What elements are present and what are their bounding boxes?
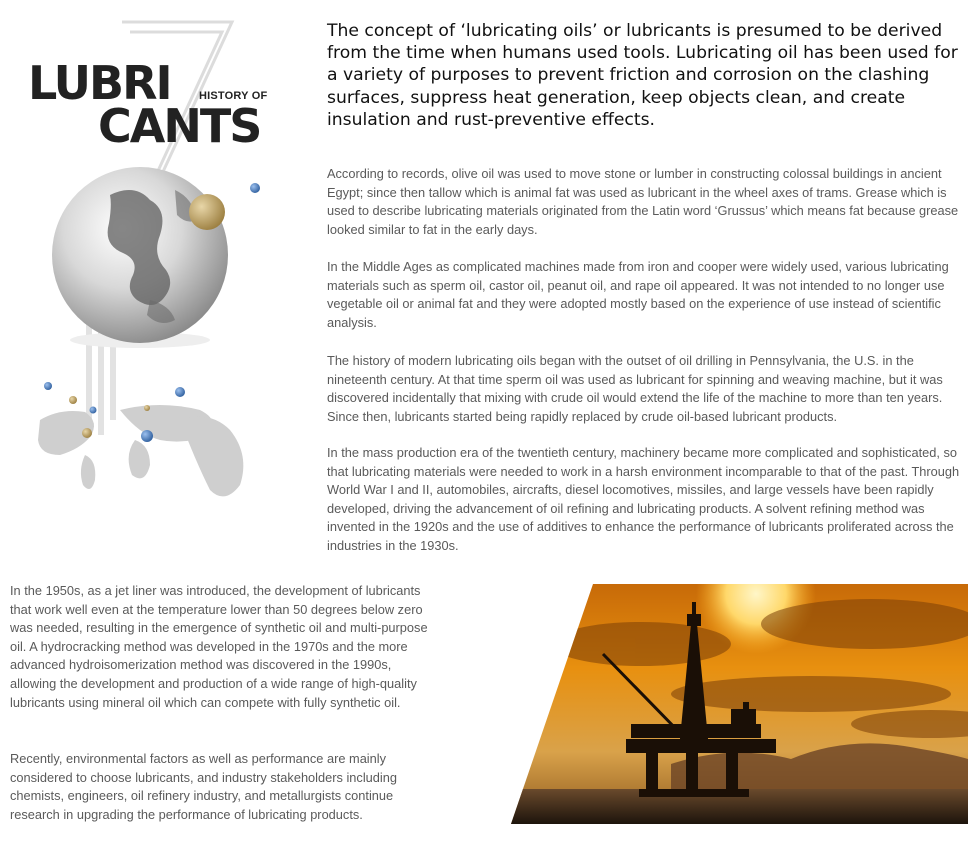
intro-text: The concept of ‘lubricating oils’ or lubricants is presumed to be derived from the time when humans used tools. Lubricating oil has been used for a variety of purposes to prevent friction and corrosion on the clashing surfaces, suppress heat generation, keep objects clean, and create insulation and rust-preventive effects. <box>327 21 958 130</box>
bottom-paragraph: Recently, environmental factors as well as performance are mainly considered to choose lubricants, and industry stakeholders including chemists, engineers, oil refinery industry, and metallurgists continue research in upgrading the performance of lubricating products. <box>10 751 397 822</box>
bottom-paragraph: In the 1950s, as a jet liner was introduced, the development of lubricants that work well even at the temperature lower than 50 degrees below zero was needed, resulting in the emergence of synthetic oil and multi-purpose oil. A hydrocracking method was developed in the 1970s and the more advanced hydroisomerization method was discovered in the 1990s, allowing the development and production of a wide range of high-quality lubricants using mineral oil which can compete with fully synthetic oil. <box>10 583 428 710</box>
gold-sphere <box>189 194 225 230</box>
logo-word-line2: CANTS <box>98 99 261 153</box>
globe-illustration <box>52 167 228 348</box>
body-paragraph: In the Middle Ages as complicated machines made from iron and cooper were widely used, various lubricating materials such as sperm oil, castor oil, peanut oil, and rape oil appeared. It was not intended to no longer use vegetable oil or animal fat and they were adopted mostly based on the experience of use instead of scientific analysis. <box>327 259 949 330</box>
body-paragraph: According to records, olive oil was used to move stone or lumber in constructing colossal buildings in ancient Egypt; since then tallow which is animal fat was used as lubricant in the wheel axes of trams. Grease which is used to describe lubricating materials originated from the Latin word ‘Grussus’ which means fat because grease looked similar to fat in the early days. <box>327 166 959 237</box>
body-paragraph: The history of modern lubricating oils began with the outset of oil drilling in Pennsylvania, the U.S. in the nineteenth century. At that time sperm oil was used as lubricant for spinning and weaving machine, but it was discovered incidentally that mixing with crude oil would extend the life of the machine to more than ten years. Since then, lubricants started being rapidly replaced by crude oil-based lubricant products. <box>327 353 943 424</box>
body-paragraph: In the mass production era of the twentieth century, machinery became more complicated and sophisticated, so that lubricating materials were needed to work in a harsh environment incomparable to that of the past. Through World War I and II, automobiles, aircrafts, diesel locomotives, missiles, and large vessels have been rapidly developed, driving the advancement of oil refining and lubricating products. A solvent refining method was invented in the 1920s and the use of additives to enhance the performance of lubricants proliferated across the industries in the 1930s. <box>327 445 960 553</box>
logo-illustration-area <box>0 0 320 560</box>
logo-word-line1: LUBRI <box>28 56 171 110</box>
world-map-illustration <box>38 405 243 496</box>
logo-subtitle: HISTORY OF <box>199 90 268 102</box>
blue-dot <box>250 183 260 193</box>
oil-rig-photo <box>511 584 968 824</box>
